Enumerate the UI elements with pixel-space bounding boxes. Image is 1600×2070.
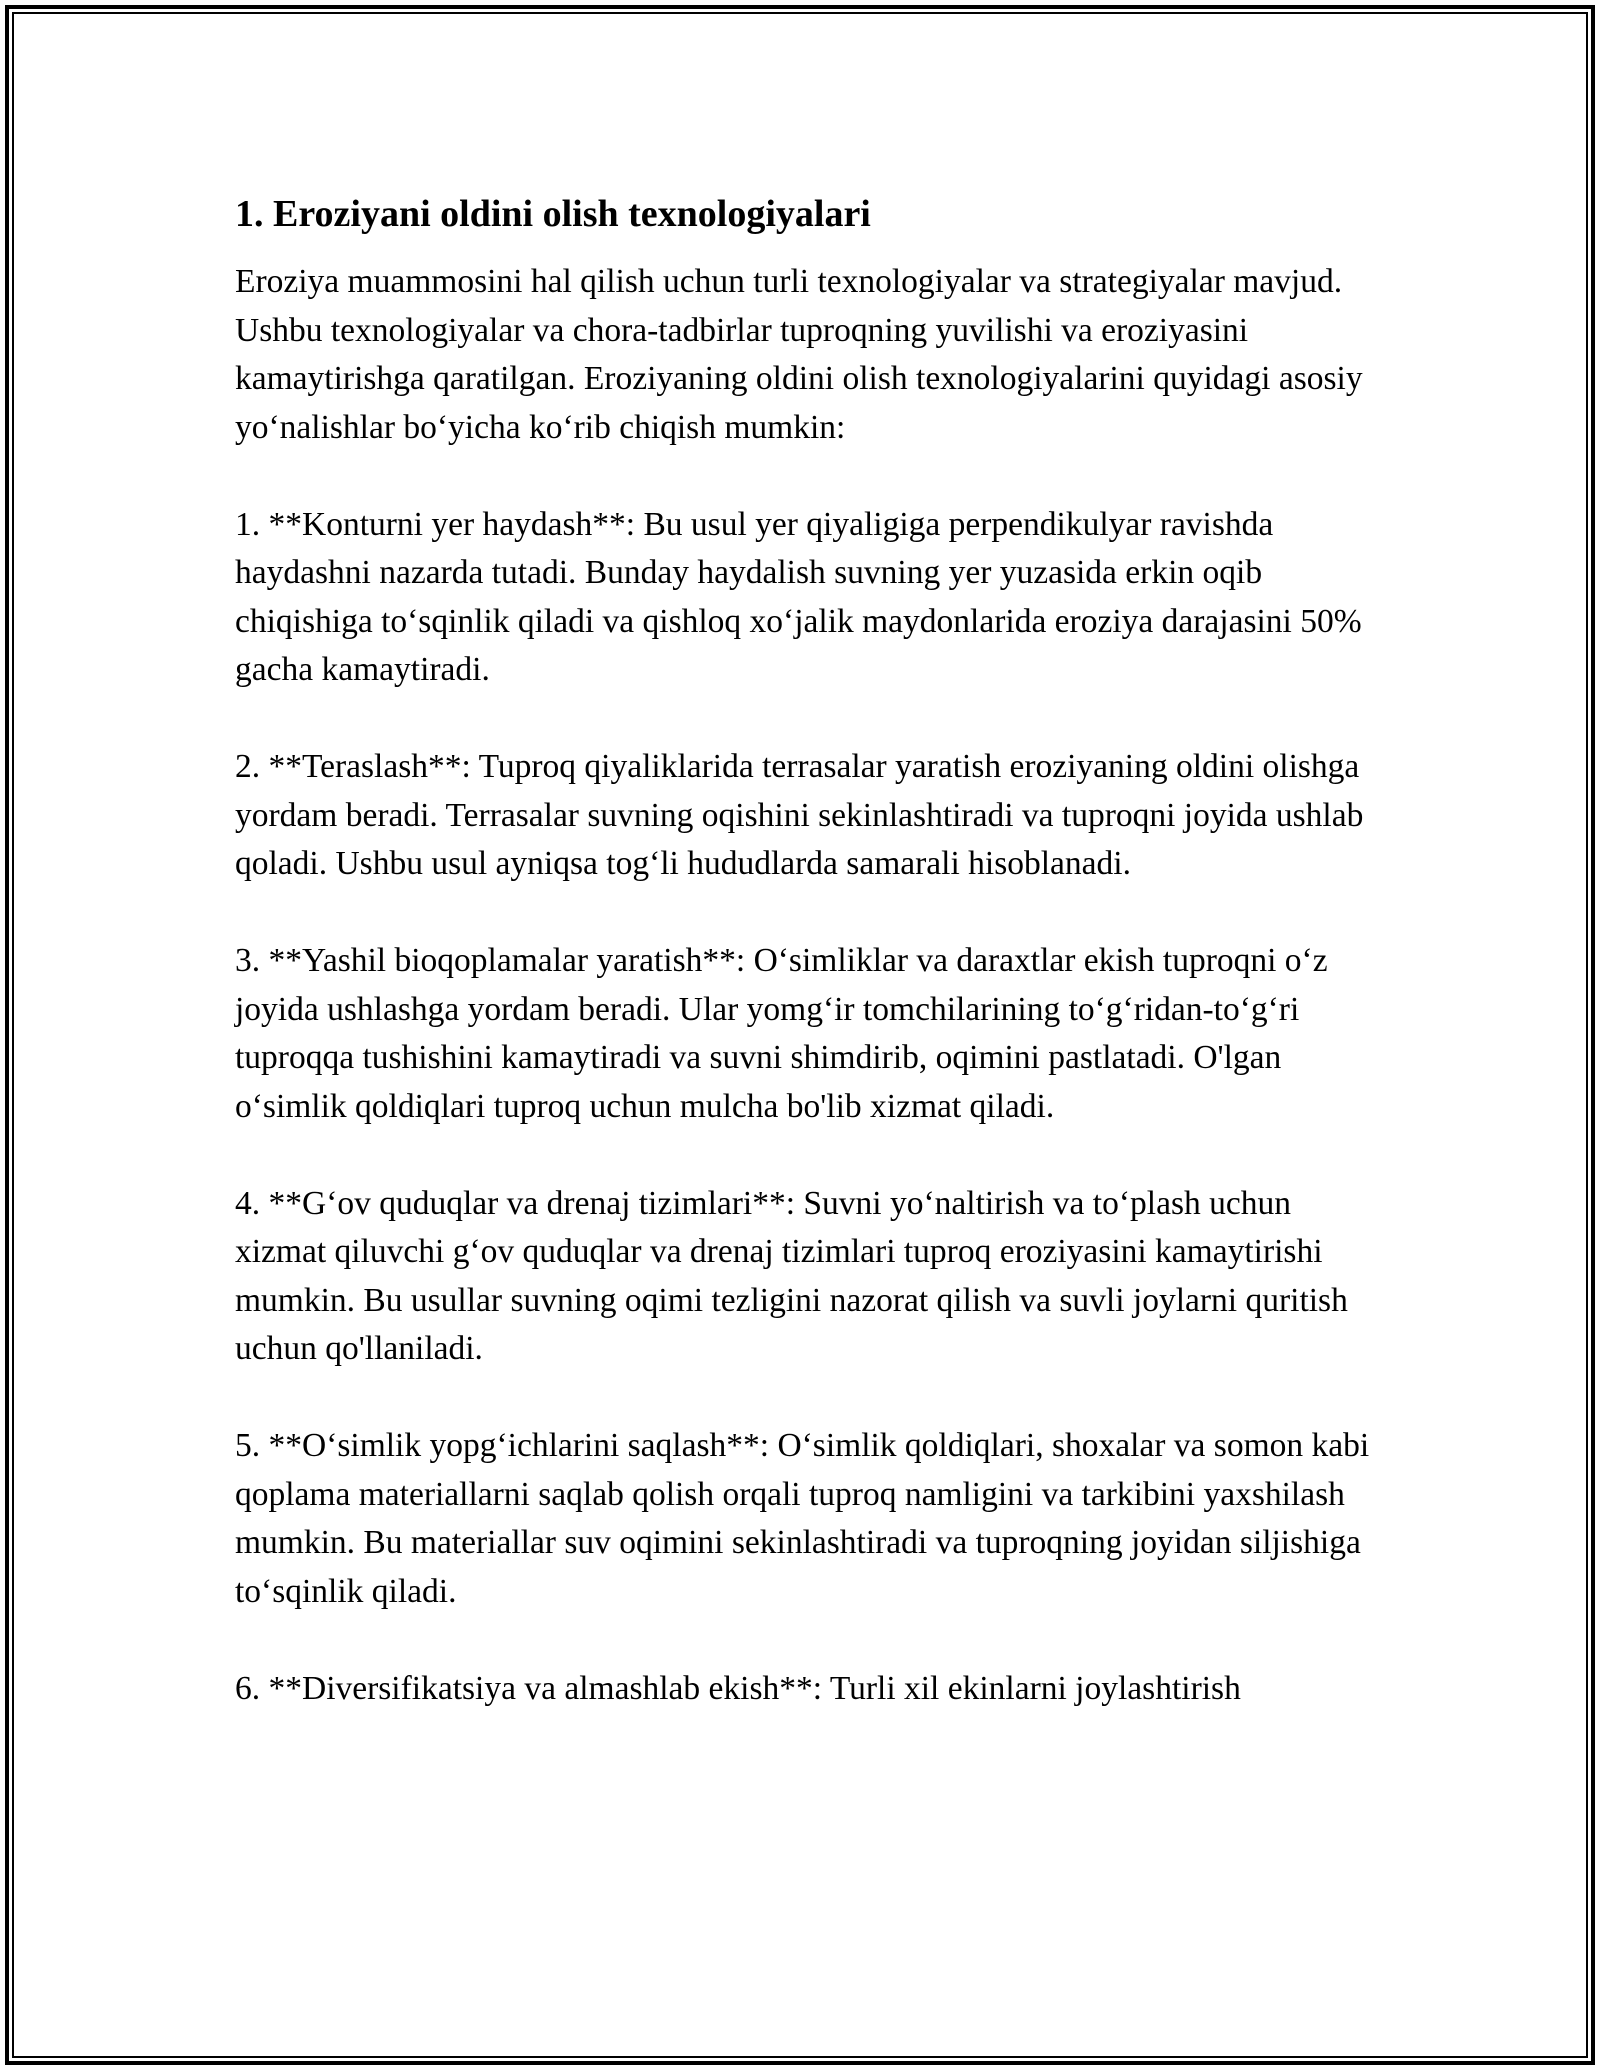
list-item-green-cover: 3. **Yashil bioqoplamalar yaratish**: O‘simliklar va daraxtlar ekish tuproqni o‘z joyida ushlashga yordam beradi. Ular yomg‘ir tomchilarining to‘g‘ridan-to‘g‘ri tuproqqa tushishini kamaytiradi va suvni shimdirib, oqimini pastlatadi. O'lgan o‘simlik qoldiqlari tuproq uchun mulcha bo'lib xizmat qiladi. [235,942,1328,1125]
list-item-contour-plowing: 1. **Konturni yer haydash**: Bu usul yer qiyaligiga perpendikulyar ravishda haydashni nazarda tutadi. Bunday haydalish suvning yer yuzasida erkin oqib chiqishiga to‘sqinlik qiladi va qishloq xo‘jalik maydonlarida eroziya darajasini 50% gacha kamaytiradi. [235,505,1362,688]
section-heading: 1. Eroziyani oldini olish texnologiyalari [235,193,871,235]
list-item-mulch-cover: 5. **O‘simlik yopg‘ichlarini saqlash**: O‘simlik qoldiqlari, shoxalar va somon kabi qoplama materiallarni saqlab qolish orqali tuproq namligini va tarkibini yaxshilash mumkin. Bu materiallar suv oqimini sekinlashtiradi va tuproqning joyidan siljishiga to‘sqinlik qiladi. [235,1427,1370,1610]
document-body [235,190,1375,1762]
intro-paragraph: Eroziya muammosini hal qilish uchun turli texnologiyalar va strategiyalar mavjud. Ushbu texnologiyalar va chora-tadbirlar tuproqning yuvilishi va eroziyasini kamaytirishga qaratilgan. Eroziyaning oldini olish texnologiyalarini quyidagi asosiy yo‘nalishlar bo‘yicha ko‘rib chiqish mumkin: [235,263,1363,446]
list-item-terracing: 2. **Teraslash**: Tuproq qiyaliklarida terrasalar yaratish eroziyaning oldini olishga yordam beradi. Terrasalar suvning oqishini sekinlashtiradi va tuproqni joyida ushlab qoladi. Ushbu usul ayniqsa tog‘li hududlarda samarali hisoblanadi. [235,748,1364,882]
list-item-drainage: 4. **G‘ov quduqlar va drenaj tizimlari**: Suvni yo‘naltirish va to‘plash uchun xizmat qiluvchi g‘ov quduqlar va drenaj tizimlari tuproq eroziyasini kamaytirishi mumkin. Bu usullar suvning oqimi tezligini nazorat qilish va suvli joylarni quritish uchun qo'llaniladi. [235,1184,1348,1367]
list-item-crop-rotation: 6. **Diversifikatsiya va almashlab ekish**: Turli xil ekinlarni joylashtirish [235,1669,1241,1707]
